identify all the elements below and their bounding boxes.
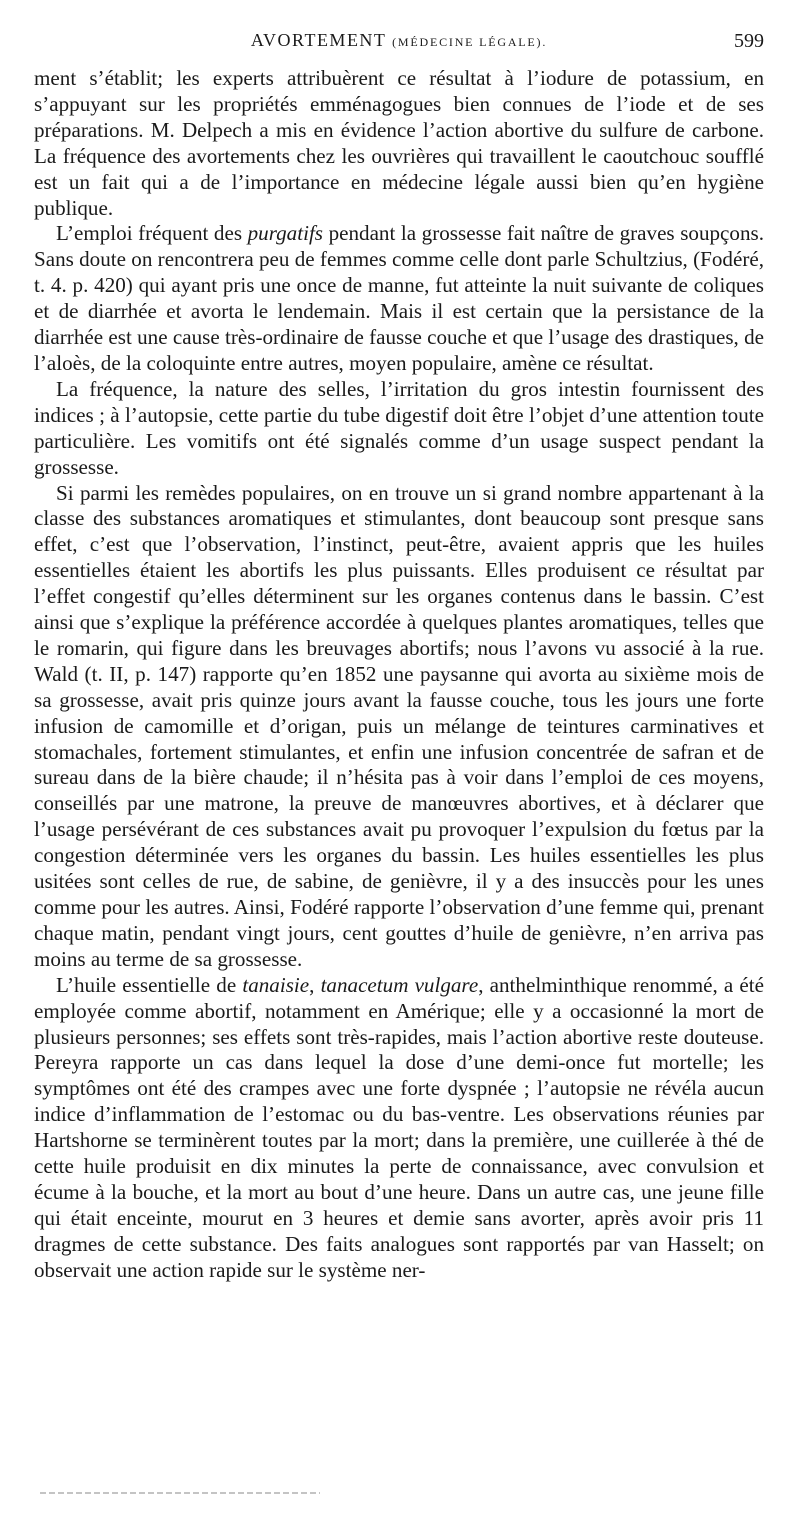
body-text [34,66,764,1284]
text-run: Si parmi les remèdes populaires, on en trouve un si grand nombre appartenant à la classe des substances aromatiques et stimulantes, dont beaucoup sont presque sans effet, c’est que l’observation, l’instinct, peut-être, avaient appris que les huiles essentielles étaient les abortifs les plus puissants. Elles produisent ce résultat par l’effet congestif qu’elles déterminent sur les organes contenus dans le bassin. C’est ainsi que s’explique la préférence accordée à quelques plantes aromatiques, telles que le romarin, qui figure dans les breuvages abortifs; nous l’avons vu associé à la rue. Wald (t. II, p. 147) rapporte qu’en 1852 une paysanne qui avorta au sixième mois de sa grossesse, avait pris quinze jours avant la fausse couche, tous les jours une forte infusion de camomille et d’origan, puis un mélange de teintures carminatives et stomachales, fortement stimulantes, et enfin une infusion concentrée de safran et de sureau dans de la bière chaude; il n’hésita pas à voir dans l’emploi de ces moyens, conseillés par une matrone, la preuve de manœuvres abortives, et à déclarer que l’usage persévérant de ces substances avait pu provoquer l’expulsion du fœtus par la congestion déterminée vers les organes du bassin. Les huiles essentielles les plus usitées sont celles de rue, de sabine, de genièvre, il y a des insuccès pour les unes comme pour les autres. Ainsi, Fodéré rapporte l’observation d’une femme qui, prenant chaque matin, pendant vingt jours, cent gouttes d’huile de genièvre, n’en arriva pas moins au terme de sa grossesse. [34,480,764,971]
text-run: La fréquence, la nature des selles, l’irritation du gros intestin fournissent des indices ; à l’autopsie, cette partie du tube digestif doit être l’objet d’une attention toute particulière. Les vomitifs ont été signalés comme d’un usage suspect pendant la grossesse. [34,376,764,479]
paragraph [34,377,764,481]
text-run: L’huile essentielle de [56,972,243,997]
running-head-title: AVORTEMENT [250,30,387,50]
page-header [34,30,764,60]
italic-term: tanacetum vulgare [320,972,479,997]
footer-rule [40,1492,320,1494]
paragraph [34,481,764,973]
text-run: L’emploi fréquent des [56,221,248,246]
page-number: 599 [734,30,764,52]
text-run: , [309,972,321,997]
paragraph [34,221,764,376]
text-run: , anthelminthique renommé, a été employée comme abortif, notamment en Amérique; elle y a occasionné la mort de plusieurs personnes; ses effets sont très-rapides, mais l’action abortive reste douteuse. Pereyra rapporte un cas dans lequel la dose d’une demi-once fut mortelle; les symptômes ont été des crampes avec une forte dyspnée ; l’autopsie ne révéla aucun indice d’inflammation de l’estomac ou du bas-ventre. Les observations réunies par Hartshorne se terminèrent toutes par la mort; dans la première, une cuillerée à thé de cette huile produisit en dix minutes la perte de connaissance, avec convulsion et écume à la bouche, et la mort au bout d’une heure. Dans un autre cas, une jeune fille qui était enceinte, mourut en 3 heures et demie sans avorter, après avoir pris 11 dragmes de cette substance. Des faits analogues sont rapportés par van Hasselt; on observait une action rapide sur le système ner- [34,972,765,1282]
text-run: ment s’établit; les experts attribuèrent ce résultat à l’iodure de potassium, en s’appuyant sur les propriétés emménagogues bien connues de l’iode et de ses préparations. M. Delpech a mis en évidence l’action abortive du sulfure de carbone. La fréquence des avortements chez les ouvrières qui travaillent le caoutchouc soufflé est un fait qui a de l’importance en médecine légale aussi bien qu’en hygiène publique. [34,66,764,220]
italic-term: tanaisie [242,972,310,997]
running-head [34,30,764,51]
italic-term: purgatifs [247,221,324,246]
running-head-subtitle: (MÉDECINE LÉGALE). [392,35,548,49]
text-run: pendant la grossesse fait naître de graves soupçons. Sans doute on rencontrera peu de femmes comme celle dont parle Schultzius, (Fodéré, t. 4. p. 420) qui ayant pris une once de manne, fut atteinte la nuit suivante de coliques et de diarrhée et avorta le lendemain. Mais il est certain que la persistance de la diarrhée est une cause très-ordinaire de fausse couche et que l’usage des drastiques, de l’aloès, de la coloquinte entre autres, moyen populaire, amène ce résultat. [34,221,764,375]
paragraph [34,66,764,221]
paragraph [34,973,764,1284]
